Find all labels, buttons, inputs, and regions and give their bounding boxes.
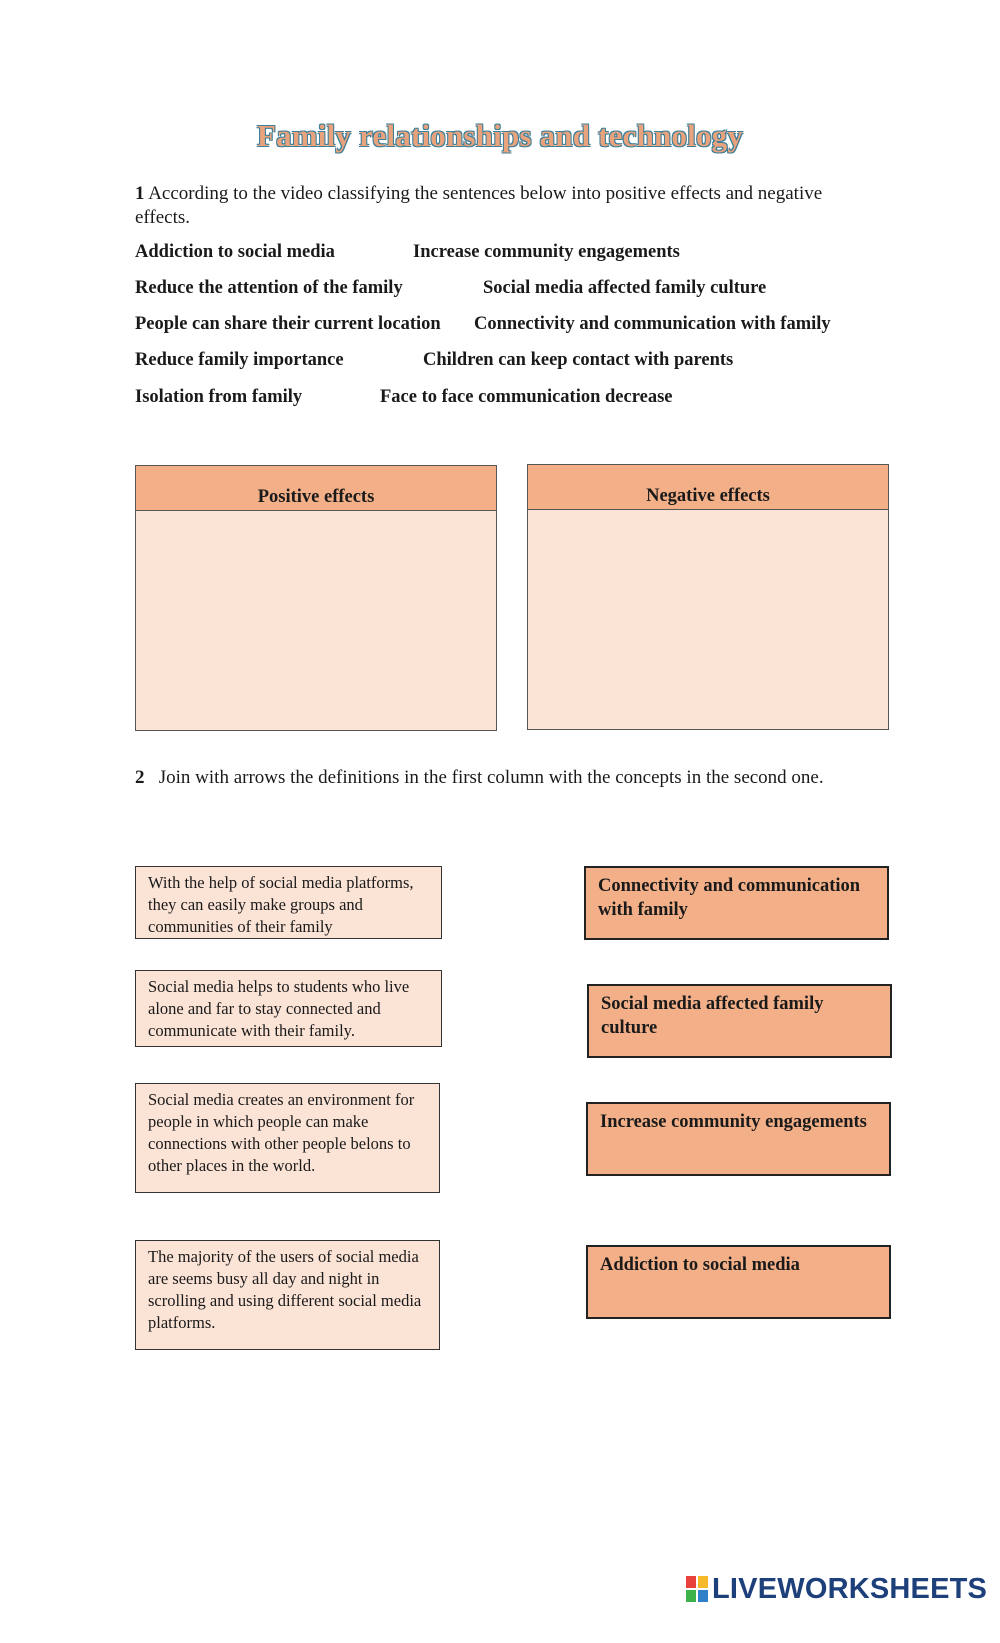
- negative-effects-dropzone[interactable]: [527, 464, 889, 730]
- logo-square: [698, 1576, 708, 1588]
- concept-box[interactable]: Social media affected family culture: [587, 984, 892, 1058]
- concept-box[interactable]: Connectivity and communication with family: [584, 866, 889, 940]
- exercise-2-number: 2: [135, 767, 145, 788]
- exercise-2-text: Join with arrows the definitions in the first column with the concepts in the second one.: [158, 767, 824, 788]
- sentence-item[interactable]: Children can keep contact with parents: [423, 350, 734, 370]
- logo-square: [698, 1590, 708, 1602]
- negative-effects-header: Negative effects: [528, 465, 888, 510]
- positive-effects-header: Positive effects: [136, 466, 496, 511]
- positive-effects-dropzone[interactable]: [135, 465, 497, 731]
- sentence-item[interactable]: Social media affected family culture: [483, 278, 767, 298]
- sentence-item[interactable]: People can share their current location: [135, 314, 441, 334]
- definition-box[interactable]: With the help of social media platforms, they can easily make groups and communities of their family: [135, 866, 442, 939]
- definition-box[interactable]: Social media helps to students who live alone and far to stay connected and communicate with their family.: [135, 970, 442, 1047]
- concept-box[interactable]: Addiction to social media: [586, 1245, 891, 1319]
- exercise-2-instruction: [135, 766, 915, 790]
- liveworksheets-logo: [686, 1572, 987, 1606]
- sentence-item[interactable]: Connectivity and communication with family: [474, 314, 831, 334]
- sentence-item[interactable]: Reduce the attention of the family: [135, 278, 403, 298]
- sentence-item[interactable]: Reduce family importance: [135, 350, 344, 370]
- exercise-1-instruction: [135, 182, 855, 230]
- sentence-item[interactable]: Increase community engagements: [413, 242, 680, 262]
- exercise-1-number: 1: [135, 183, 145, 204]
- logo-grid-icon: [686, 1576, 708, 1602]
- sentence-item[interactable]: Isolation from family: [135, 387, 303, 407]
- definition-box[interactable]: The majority of the users of social media are seems busy all day and night in scrolling and using different social media platforms.: [135, 1240, 440, 1350]
- logo-text: LIVEWORKSHEETS: [712, 1572, 988, 1605]
- page-title: Family relationships and technology: [256, 118, 744, 153]
- logo-square: [686, 1590, 696, 1602]
- sentence-item[interactable]: Face to face communication decrease: [380, 387, 673, 407]
- logo-square: [686, 1576, 696, 1588]
- definition-box[interactable]: Social media creates an environment for people in which people can make connections with other people belons to other places in the world.: [135, 1083, 440, 1193]
- sentence-item[interactable]: Addiction to social media: [135, 242, 335, 262]
- exercise-1-text: According to the video classifying the sentences below into positive effects and negative effects.: [135, 183, 823, 228]
- concept-box[interactable]: Increase community engagements: [586, 1102, 891, 1176]
